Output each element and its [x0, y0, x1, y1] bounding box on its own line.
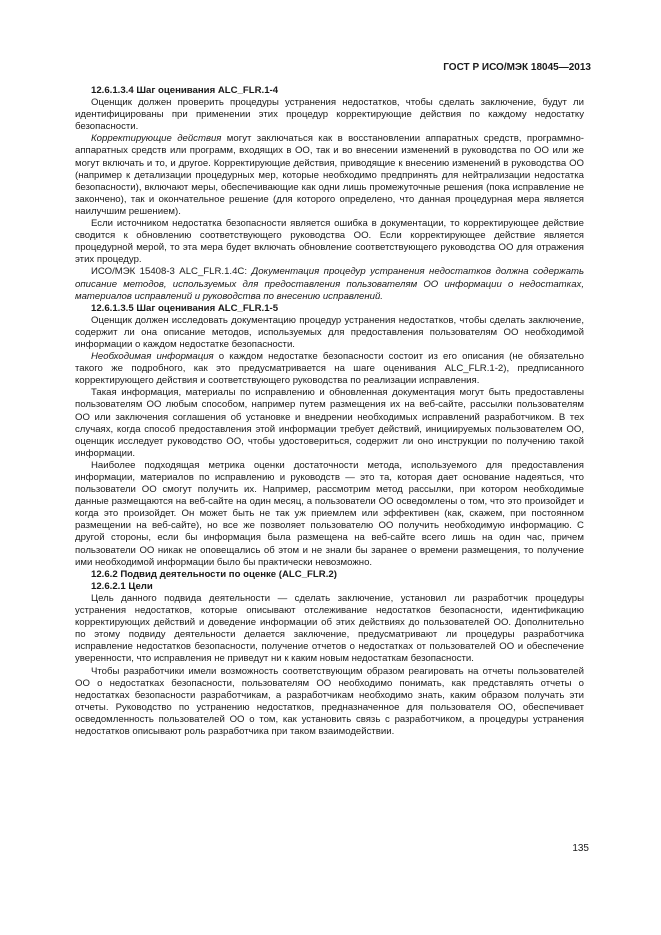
- paragraph: Оценщик должен проверить процедуры устранения недостатков, чтобы сделать заключение, будут ли идентифицированы при применении этих процедур корректирующие действия по каждому недостатку безопасности.: [75, 97, 584, 133]
- italic-term: Корректирующие действия: [91, 133, 222, 145]
- section-heading: 12.6.2 Подвид деятельности по оценке (ALC_FLR.2): [91, 568, 337, 580]
- paragraph: [75, 133, 584, 218]
- paragraph-text: могут заключаться как в восстановлении аппаратных средств, программно-аппаратных средств или программ, входящих в ОО, так и во внесении изменений в руководства по ОО или же могут включать и то, и другое. Корректирующие действия, приводящие к внесению изменений в руководства ОО (например к детализации процедурных мер, которые необходимо предпринять для нейтрализации недостатка безопасности), включают меры, обеспечивающие как одни лишь промежуточные решения (пока исправление не закончено), так и окончательное решение (для которого определено, что данная процедурная мера является наилучшим решением).: [75, 133, 584, 217]
- paragraph: Такая информация, материалы по исправлению и обновленная документация могут быть предоставлены пользователям ОО любым способом, например путем размещения их на веб-сайте, рассылки пользователям ОО или заключения соглашения об установке и внедрении необходимых исправлений разработчиком. В тех случаях, когда способ предоставления этой информации требует действий, инициируемых пользователем ОО, оценщик исследует руководство ОО, чтобы удостовериться, содержит ли оно инструкции по получению такой информации.: [75, 387, 584, 459]
- paragraph: [75, 351, 584, 387]
- paragraph: [75, 266, 584, 302]
- section-heading: 12.6.1.3.5 Шаг оценивания ALC_FLR.1-5: [91, 302, 279, 314]
- paragraph: Оценщик должен исследовать документацию процедур устранения недостатков, чтобы сделать заключение, содержит ли она описание методов, используемых для предоставления пользователям ОО необходимой информации о каждом недостатке безопасности.: [75, 314, 584, 350]
- paragraph: Чтобы разработчики имели возможность соответствующим образом реагировать на отчеты пользователей ОО о недостатках безопасности, пользователям ОО необходимо понимать, как представлять отчеты о недостатках безопасности разработчикам, а разработчикам необходимо знать, каким образом получать эти отчеты. Руководство по устранению недостатков, предназначенное для пользователя ОО, обеспечивает осведомленность пользователей ОО о том, как установить связь с разработчиком, а процедуры устранения недостатков описывают роль разработчика при таком взаимодействии.: [75, 665, 584, 737]
- standard-header: ГОСТ Р ИСО/МЭК 18045—2013: [443, 62, 591, 73]
- page-number: 135: [572, 843, 589, 854]
- subsection-heading: 12.6.2.1 Цели: [91, 580, 153, 592]
- paragraph: Цель данного подвида деятельности — сделать заключение, установил ли разработчик процедуры устранения недостатков, которые описывают отслеживание недостатков безопасности, идентификацию корректирующих действий и доведение информации об этих действиях до пользователей ОО. Дополнительно по этому подвиду деятельности делается заключение, предусматривают ли процедуры разработчика исправление недостатков безопасности, получение отчетов о недостатках от пользователей ОО и обеспечение уверенности, что исправления не приведут ни к каким новым недостаткам безопасности.: [75, 592, 584, 665]
- section-heading: 12.6.1.3.4 Шаг оценивания ALC_FLR.1-4: [91, 85, 279, 96]
- paragraph-text: о каждом недостатке безопасности состоит из его описания (не обязательно такого же подробного, как это предусматривается на шаге оценивания ALC_FLR.1-2), предписанного корректирующего действия и соответствующего руководства по реализации исправления.: [75, 351, 584, 387]
- document-body: [75, 85, 584, 738]
- requirement-reference: ИСО/МЭК 15408-3 ALC_FLR.1.4С:: [91, 266, 252, 278]
- paragraph: Наиболее подходящая метрика оценки достаточности метода, используемого для предоставления информации, материалов по исправлению и руководств — это та, которая дает основание надеяться, что пользователи ОО смогут получить их. Например, рассмотрим метод рассылки, при котором необходимые данные размещаются на веб-сайте на один месяц, а пользователи ОО осведомлены о том, что это произойдет и когда это произойдет. Он может быть не так уж приемлем или эффективен (как, скажем, при постоянном размещении на веб-сайте), но все же позволяет пользователю ОО получить необходимую информацию. С другой стороны, если бы информация была размещена на веб-сайте всего лишь на один час, причем пользователи ОО никак не оповещались об этом и не знали бы заранее о времени размещения, то получение ими необходимой информации было бы практически невозможно.: [75, 459, 584, 568]
- requirement-text: Документация процедур устранения недостатков должна содержать описание методов, используемых для предоставления пользователям ОО информации о недостатках, материалов исправлений и руководства по внесению исправлений.: [75, 266, 584, 302]
- paragraph: Если источником недостатка безопасности является ошибка в документации, то корректирующее действие сводится к обновлению соответствующего руководства ОО. Если корректирующее действие является процедурной мерой, то эта мера будет включать обновление соответствующего руководства ОО для отражения этих процедур.: [75, 218, 584, 266]
- italic-term: Необходимая информация: [91, 351, 214, 363]
